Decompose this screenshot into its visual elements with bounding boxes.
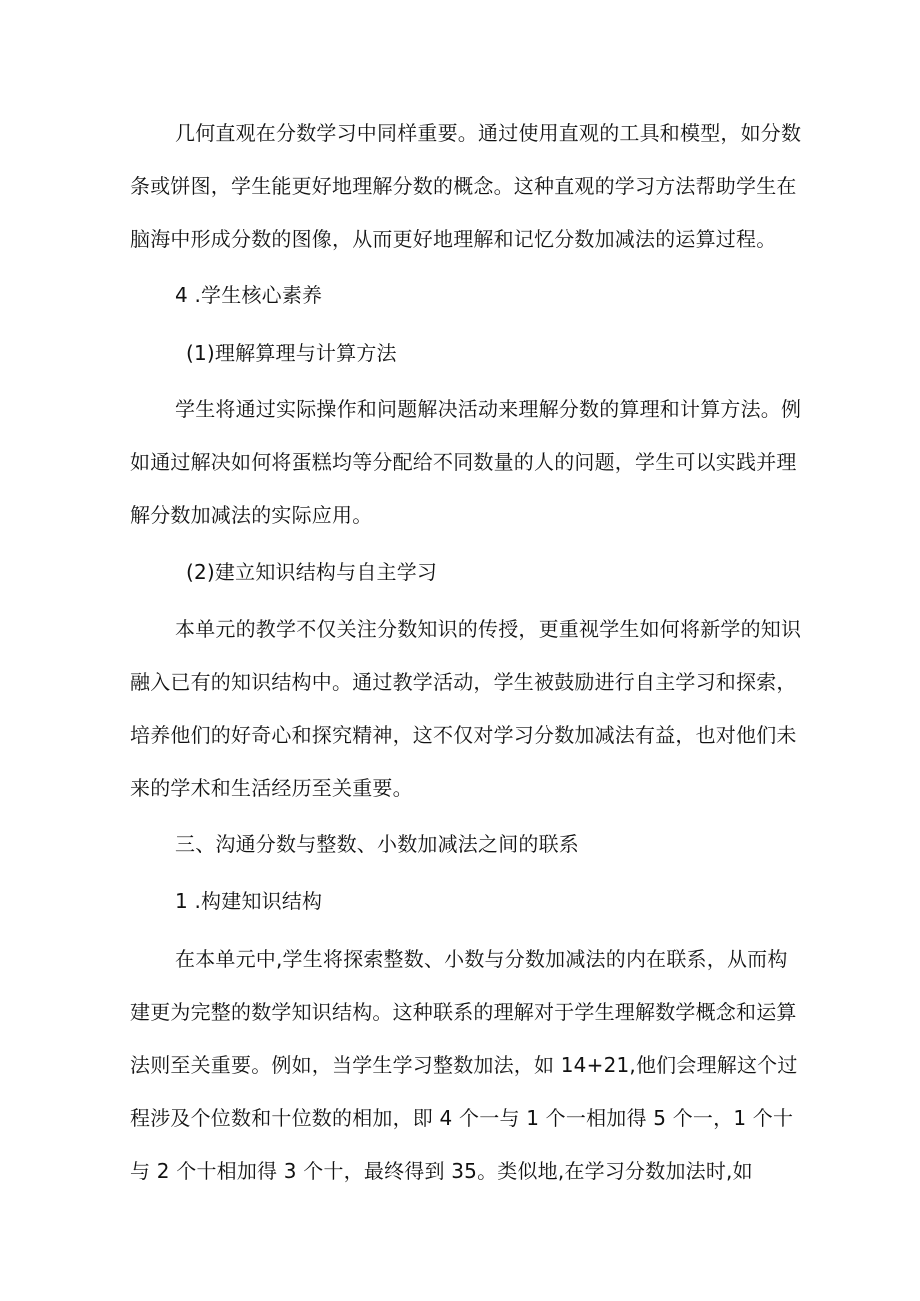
paragraph-4-line-4: 程涉及个位数和十位数的相加，即 4 个一与 1 个一相加得 5 个一，1 个十 xyxy=(130,1106,794,1130)
subheading-1: (1)理解算理与计算方法 xyxy=(186,341,397,365)
heading-1: 1 .构建知识结构 xyxy=(175,889,323,913)
subheading-2: (2)建立知识结构与自主学习 xyxy=(186,560,438,584)
paragraph-4-line-1: 在本单元中,学生将探索整数、小数与分数加减法的内在联系，从而构 xyxy=(175,947,788,971)
section-3-heading: 三、沟通分数与整数、小数加减法之间的联系 xyxy=(175,832,579,856)
paragraph-3-line-3: 培养他们的好奇心和探究精神，这不仅对学习分数加减法有益，也对他们未 xyxy=(130,723,797,747)
paragraph-2-line-2: 如通过解决如何将蛋糕均等分配给不同数量的人的问题，学生可以实践并理 xyxy=(130,450,797,474)
paragraph-1-line-3: 脑海中形成分数的图像，从而更好地理解和记忆分数加减法的运算过程。 xyxy=(130,227,777,251)
heading-4: 4 .学生核心素养 xyxy=(175,283,323,307)
paragraph-3-line-1: 本单元的教学不仅关注分数知识的传授，更重视学生如何将新学的知识 xyxy=(175,617,802,641)
paragraph-4-line-5: 与 2 个十相加得 3 个十，最终得到 35。类似地,在学习分数加法时,如 xyxy=(130,1159,753,1183)
paragraph-2-line-1: 学生将通过实际操作和问题解决活动来理解分数的算理和计算方法。例 xyxy=(175,397,802,421)
paragraph-1-line-2: 条或饼图，学生能更好地理解分数的概念。这种直观的学习方法帮助学生在 xyxy=(130,174,797,198)
paragraph-4-line-2: 建更为完整的数学知识结构。这种联系的理解对于学生理解数学概念和运算 xyxy=(130,1000,797,1024)
paragraph-3-line-4: 来的学术和生活经历至关重要。 xyxy=(130,776,413,800)
paragraph-3-line-2: 融入已有的知识结构中。通过教学活动，学生被鼓励进行自主学习和探索， xyxy=(130,670,797,694)
paragraph-4-line-3: 法则至关重要。例如，当学生学习整数加法，如 14+21,他们会理解这个过 xyxy=(130,1053,798,1077)
paragraph-2-line-3: 解分数加减法的实际应用。 xyxy=(130,503,373,527)
paragraph-1-line-1: 几何直观在分数学习中同样重要。通过使用直观的工具和模型，如分数 xyxy=(175,121,802,145)
